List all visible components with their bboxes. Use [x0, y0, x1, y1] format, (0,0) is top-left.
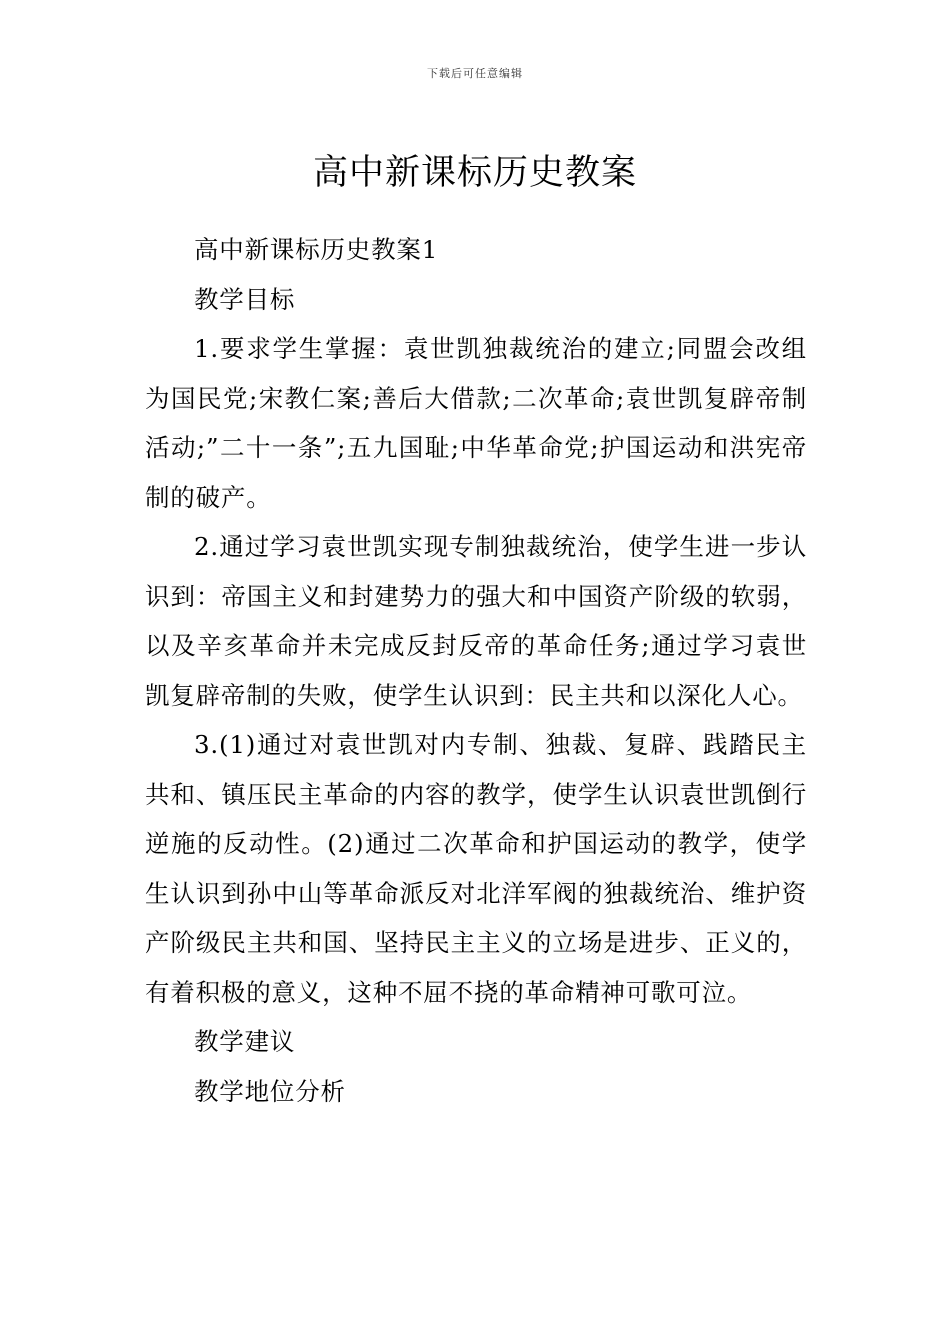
header-note: 下载后可任意编辑: [427, 67, 523, 80]
subheading-teaching-position: 教学地位分析: [194, 1076, 346, 1106]
document-title: 高中新课标历史教案: [312, 153, 637, 194]
paragraph-goal-1: 1.要求学生掌握：袁世凯独裁统治的建立;同盟会改组为国民党;宋教仁案;善后大借款;二次革命;袁世凯复辟帝制活动;”二十一条”;五九国耻;中华革命党;护国运动和洪宪帝制的破产。: [145, 334, 807, 512]
paragraph-goal-2: 2.通过学习袁世凯实现专制独裁统治，使学生进一步认识到：帝国主义和封建势力的强大和中国资产阶级的软弱，以及辛亥革命并未完成反封反帝的革命任务;通过学习袁世凯复辟帝制的失败，使学生认识到：民主共和以深化人心。: [145, 532, 807, 710]
subheading-teaching-suggestions: 教学建议: [194, 1027, 296, 1056]
subheading-teaching-goals: 教学目标: [194, 284, 296, 314]
section-heading: 高中新课标历史教案1: [194, 235, 439, 264]
paragraph-goal-3: 3.(1)通过对袁世凯对内专制、独裁、复辟、践踏民主共和、镇压民主革命的内容的教学，使学生认识袁世凯倒行逆施的反动性。(2)通过二次革命和护国运动的教学，使学生认识到孙中山等革命派反对北洋军阀的独裁统治、维护资产阶级民主共和国、坚持民主主义的立场是进步、正义的，有着积极的意义，这种不屈不挠的革命精神可歌可泣。: [145, 730, 807, 1007]
document-body: [145, 225, 807, 1116]
